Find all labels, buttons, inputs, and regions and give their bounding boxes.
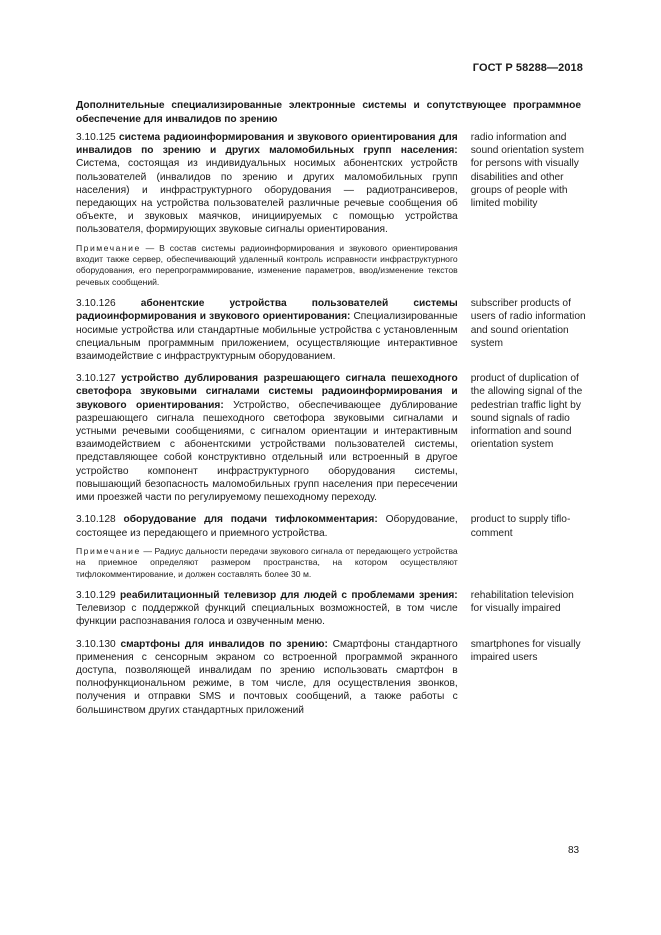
term-english: product of duplication of the allowing signal of the pedestrian traffic light by sound signals of radio information and sound orientation system	[470, 373, 583, 451]
term-entry	[76, 513, 586, 580]
term-note	[76, 243, 458, 289]
term-name: смартфоны для инвалидов по зрению:	[120, 638, 328, 650]
term-definition: Оборудование, состоящее из передающего и приемного устройства.	[76, 514, 458, 539]
section-title: Дополнительные специализированные электронные системы и сопутствующее программное обеспечение для инвалидов по зрению	[76, 100, 581, 125]
term-russian	[76, 638, 458, 717]
term-note	[76, 546, 458, 580]
term-number: 3.10.128	[76, 514, 116, 526]
term-definition: Система, состоящая из индивидуальных носимых абонентских устройств пользователей (инвалидов по зрению и других маломобильных групп населения) и инфраструктурного оборудования — радиотрансиверов, передающих на устройства пользователей различные речевые сообщения об объекте, и звуковых маячков, инициируемых с помощью устройства пользователя, формирующих звуковые сигналы ориентирования.	[76, 158, 458, 236]
term-russian	[76, 589, 458, 629]
term-number: 3.10.125	[76, 132, 116, 143]
term-definition: Смартфоны стандартного применения с сенсорным экраном со встроенной программой экранного доступа, позволяющей инвалидам по зрению использовать смартфон в полнофункциональном режиме, в том числе, для осуществления звонков, получения и отправки SMS и почтовых сообщений, а также работы с большинством других стандартных приложений	[76, 638, 458, 716]
note-text: — Радиус дальности передачи звукового сигнала от передающего устройства на приемное определяют размером пространства, на котором осуществляют тифлокомментирование, и должен составлять более 30 м.	[76, 545, 458, 579]
term-name: оборудование для подачи тифлокомментария:	[123, 514, 378, 526]
note-label: Примечание	[76, 242, 141, 253]
terms-list	[76, 131, 586, 726]
term-entry	[76, 131, 586, 288]
term-english: smartphones for visually impaired users	[470, 638, 581, 663]
term-english: rehabilitation television for visually impaired	[470, 589, 574, 615]
note-label: Примечание	[76, 545, 141, 556]
term-russian	[76, 372, 458, 504]
note-text: — В состав системы радиоинформирования и звукового ориентирования входит также сервер, обеспечивающий удаленный контроль исправности инфраструктурного оборудования, его перепрограммирование, изменение параметров, ввод/изменение текстов речевых сообщений.	[76, 242, 458, 287]
term-number: 3.10.127	[76, 373, 116, 385]
term-english: subscriber products of users of radio information and sound orientation system	[470, 298, 586, 349]
standard-header: ГОСТ Р 58288—2018	[472, 62, 583, 74]
term-name: система радиоинформирования и звукового ориентирования для инвалидов по зрению и других маломобильных групп населения:	[76, 132, 458, 157]
term-entry	[76, 638, 586, 717]
term-english: radio information and sound orientation system for persons with visually disabilities and other groups of people with limited mobility	[470, 132, 584, 210]
term-name: абонентские устройства пользователей системы радиоинформирования и звукового ориентирования:	[76, 298, 458, 323]
term-definition: Устройство, обеспечивающее дублирование разрешающего сигнала пешеходного светофора звуковыми сигналами и устными речевыми сообщениями, с сигналом ориентации и интерактивным взаимодействием с абонентскими устройствами пользователей системы, представляющее собой конструктивно отдельный или встроенный в другое устройство компонент инфраструктурного оборудования системы, повышающий безопасность маломобильных групп населения при пересечении ими проезжей части по регулируемому пешеходному переходу.	[76, 399, 458, 504]
term-russian	[76, 513, 458, 580]
page-number: 83	[568, 845, 580, 856]
term-number: 3.10.129	[76, 589, 116, 601]
term-number: 3.10.126	[76, 298, 116, 310]
term-entry	[76, 589, 586, 629]
term-number: 3.10.130	[76, 638, 116, 650]
term-russian	[76, 297, 458, 363]
term-russian	[76, 131, 458, 288]
term-entry	[76, 297, 586, 363]
term-definition: Специализированные носимые устройства или стандартные мобильные устройства с установленным специальным программным приложением, осуществляющие интерактивное взаимодействие с инфраструктурным оборудованием.	[76, 311, 458, 363]
term-entry	[76, 372, 586, 504]
term-name: реабилитационный телевизор для людей с проблемами зрения:	[119, 589, 458, 601]
term-definition: Телевизор с поддержкой функций специальных возможностей, в том числе функции распознавания голоса и озвученным меню.	[76, 603, 458, 628]
term-name: устройство дублирования разрешающего сигнала пешеходного светофора звуковыми сигналами системы радиоинформирования и звукового ориентирования:	[76, 373, 458, 411]
term-english: product to supply tiflo-comment	[470, 514, 571, 539]
